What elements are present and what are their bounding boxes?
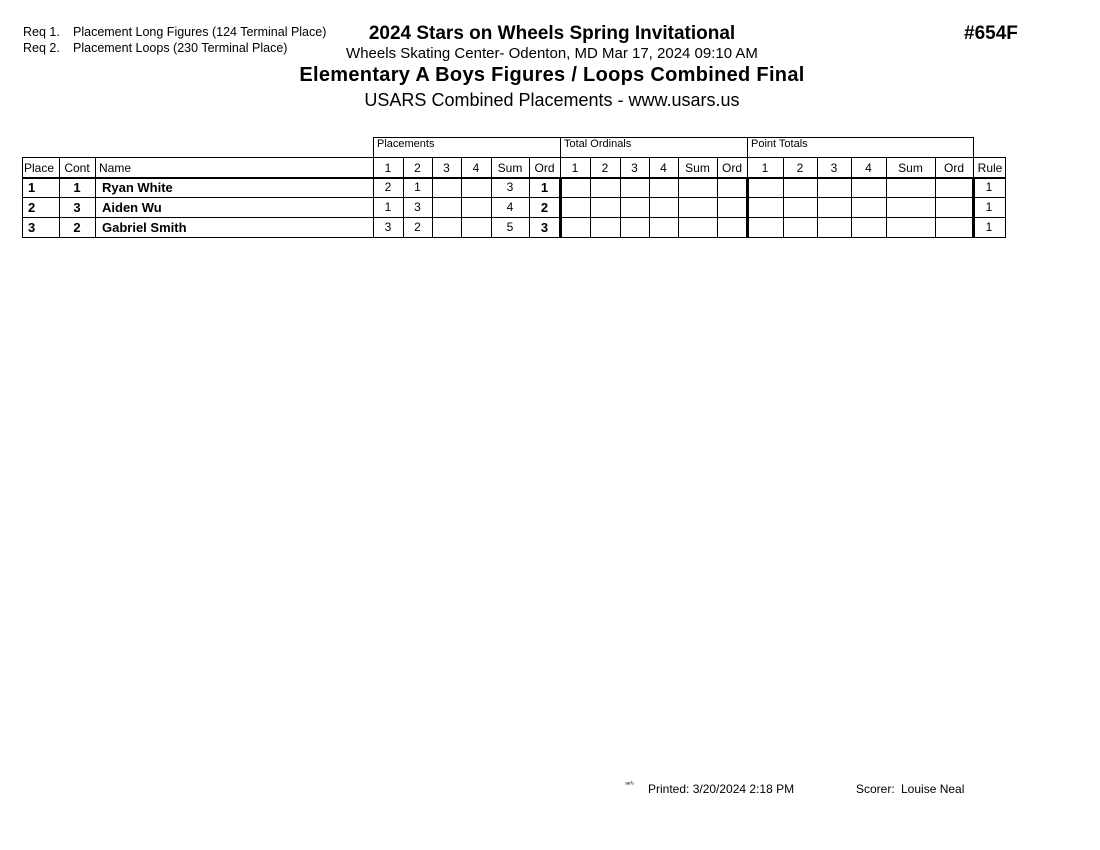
subtitle: USARS Combined Placements - www.usars.us <box>364 90 740 110</box>
column-header-p1: 1 <box>384 161 392 175</box>
table-column-rule <box>746 177 749 238</box>
cell-place: 2 <box>28 200 36 215</box>
cell-name: Gabriel Smith <box>102 220 187 235</box>
cell-cont: 1 <box>73 180 81 195</box>
cell-psum: 5 <box>506 220 514 234</box>
column-group-header: Placements <box>373 137 561 158</box>
requirement-text: Placement Long Figures (124 Terminal Place) <box>73 25 327 39</box>
cell-p3 <box>432 198 461 217</box>
column-header-t4: 4 <box>660 161 667 175</box>
cell-rule: 1 <box>985 200 993 214</box>
cell-p1: 2 <box>384 180 392 194</box>
cell-p4 <box>461 218 491 237</box>
cell-p1: 3 <box>384 220 392 234</box>
cell-p4 <box>461 198 491 217</box>
column-header-p4: 4 <box>472 161 480 175</box>
cell-cont: 3 <box>73 200 81 215</box>
cell-rule: 1 <box>985 220 993 234</box>
cell-place: 1 <box>28 180 36 195</box>
column-header-p2: 2 <box>414 161 421 175</box>
column-header-qord: Ord <box>943 161 964 175</box>
column-header-q4: 4 <box>865 161 872 175</box>
cell-p2: 3 <box>414 200 421 214</box>
cell-rule: 1 <box>985 180 993 194</box>
cell-pord: 3 <box>540 220 549 235</box>
column-header-tord: Ord <box>721 161 742 175</box>
cell-psum: 4 <box>506 200 514 214</box>
column-header-psum: Sum <box>497 161 523 175</box>
column-header-p3: 3 <box>443 161 450 175</box>
column-header-name: Name <box>99 161 132 175</box>
column-header-t3: 3 <box>631 161 638 175</box>
requirement-text: Placement Loops (230 Terminal Place) <box>73 41 288 55</box>
cell-cont: 2 <box>73 220 81 235</box>
scorer-label: Scorer: <box>856 782 895 796</box>
venue-line: Wheels Skating Center- Odenton, MD Mar 17, 2024 09:10 AM <box>346 45 758 62</box>
tiny-mark: ᵌᵆᶠᵌ <box>625 782 634 788</box>
column-header-t2: 2 <box>601 161 609 175</box>
column-header-t1: 1 <box>571 161 579 175</box>
printed-timestamp: Printed: 3/20/2024 2:18 PM <box>648 782 795 796</box>
column-header-tsum: Sum <box>685 161 710 175</box>
column-header-qsum: Sum <box>898 161 923 175</box>
column-header-place: Place <box>24 161 55 175</box>
table-rule <box>22 157 1005 158</box>
column-header-rule: Rule <box>977 161 1003 175</box>
requirement-2 <box>23 41 287 55</box>
cell-pord: 2 <box>540 200 549 215</box>
cell-p4 <box>461 178 491 197</box>
event-number: #654F <box>964 23 1018 44</box>
column-header-pord: Ord <box>534 161 555 175</box>
cell-p1: 1 <box>384 200 392 214</box>
scorer-name: Louise Neal <box>901 782 965 796</box>
cell-p3 <box>432 218 461 237</box>
meet-title: 2024 Stars on Wheels Spring Invitational <box>368 23 736 44</box>
column-group-header: Point Totals <box>747 137 974 158</box>
table-rule <box>22 237 1005 238</box>
requirement-label: Req 2. <box>23 41 60 55</box>
cell-p2: 2 <box>414 220 421 234</box>
column-group-header: Total Ordinals <box>560 137 748 158</box>
cell-name: Aiden Wu <box>102 200 162 215</box>
cell-psum: 3 <box>506 180 514 194</box>
cell-pord: 1 <box>540 180 549 195</box>
cell-place: 3 <box>28 220 36 235</box>
table-column-rule <box>973 137 974 158</box>
column-header-q2: 2 <box>796 161 804 175</box>
cell-p2: 1 <box>414 180 421 194</box>
table-column-rule <box>1005 157 1006 238</box>
requirement-label: Req 1. <box>23 25 60 39</box>
cell-p3 <box>432 178 461 197</box>
event-title: Elementary A Boys Figures / Loops Combined Final <box>299 64 805 86</box>
column-header-q3: 3 <box>830 161 838 175</box>
cell-name: Ryan White <box>102 180 173 195</box>
column-header-cont: Cont <box>64 161 90 175</box>
column-header-q1: 1 <box>761 161 769 175</box>
